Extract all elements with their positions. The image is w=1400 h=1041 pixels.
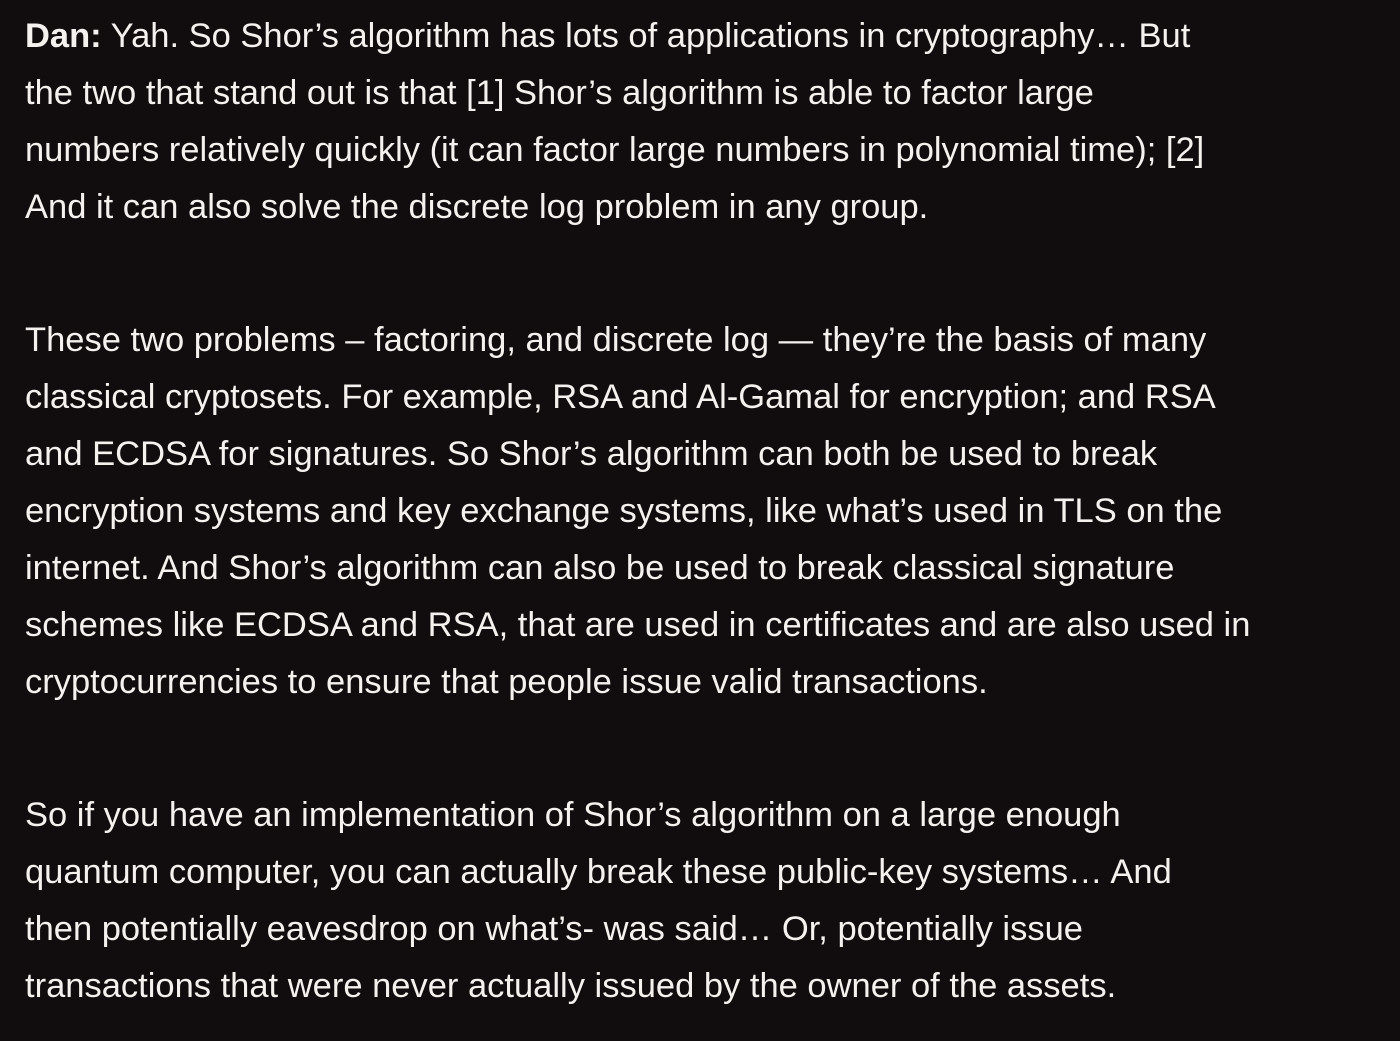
text-line: internet. And Shor’s algorithm can also be used to break classical signature	[25, 549, 1175, 587]
text-line: quantum computer, you can actually break these public-key systems… And	[25, 853, 1172, 891]
line-text: Yah. So Shor’s algorithm has lots of applications in cryptography… But	[101, 17, 1191, 55]
text-line	[25, 8, 1380, 65]
paragraph-3	[25, 787, 1380, 1015]
paragraph-1	[25, 8, 1380, 236]
speaker-label: Dan:	[25, 17, 102, 55]
text-line: encryption systems and key exchange systems, like what’s used in TLS on the	[25, 492, 1223, 530]
text-line: And it can also solve the discrete log problem in any group.	[25, 188, 929, 226]
text-line: These two problems – factoring, and discrete log — they’re the basis of many	[25, 321, 1207, 359]
text-line: cryptocurrencies to ensure that people issue valid transactions.	[25, 663, 988, 701]
text-line: transactions that were never actually issued by the owner of the assets.	[25, 967, 1117, 1005]
text-line: numbers relatively quickly (it can factor large numbers in polynomial time); [2]	[25, 131, 1205, 169]
text-line: and ECDSA for signatures. So Shor’s algorithm can both be used to break	[25, 435, 1158, 473]
text-line: So if you have an implementation of Shor’s algorithm on a large enough	[25, 796, 1121, 834]
paragraph-2	[25, 312, 1380, 711]
text-line: schemes like ECDSA and RSA, that are used in certificates and are also used in	[25, 606, 1251, 644]
text-line: the two that stand out is that [1] Shor’s algorithm is able to factor large	[25, 74, 1094, 112]
text-line: classical cryptosets. For example, RSA and Al-Gamal for encryption; and RSA	[25, 378, 1216, 416]
text-line: then potentially eavesdrop on what’s- was said… Or, potentially issue	[25, 910, 1083, 948]
